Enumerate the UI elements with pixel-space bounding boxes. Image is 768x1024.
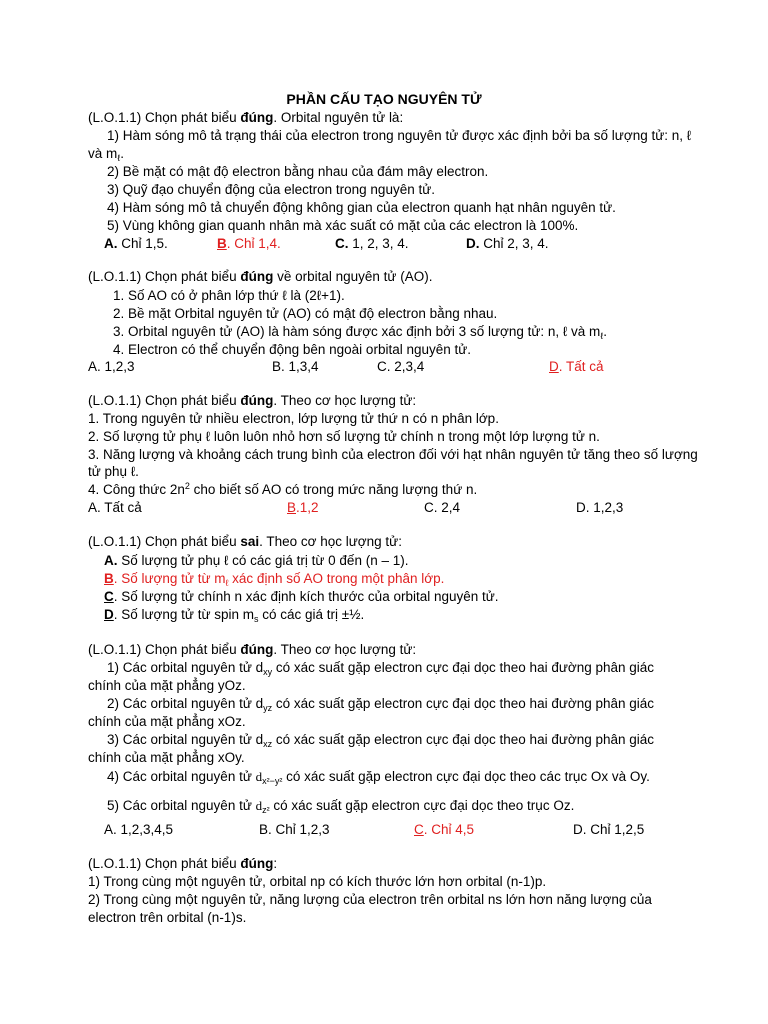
q3-option-d: D. 1,2,3 [576,500,624,515]
q3-statement-1: 1. Trong nguyên tử nhiều electron, lớp lượng tử thứ n có n phân lớp. [88,411,499,426]
q5-statement-3-cont: chính của mặt phẳng xOy. [88,750,245,765]
q2-option-a: A. 1,2,3 [88,359,135,374]
q3-option-a: A. Tất cả [88,500,142,515]
q1-statement-5: 5) Vùng không gian quanh nhân mà xác suất có mặt của các electron là 100%. [107,218,579,233]
q1-statement-1-cont: và $m_\ell$. [88,146,124,163]
q1-statement-2: 2) Bề mặt có mật độ electron bằng nhau của đám mây electron. [107,164,489,179]
q1-statement-3: 3) Quỹ đạo chuyển động của electron trong nguyên tử. [107,182,436,197]
q6-statement-2: 2) Trong cùng một nguyên tử, năng lượng của electron trên orbital ns lớn hơn năng lượng của [88,892,652,907]
q1-heading: (L.O.1.1) Chọn phát biểu đúng. Orbital nguyên tử là: [88,110,404,125]
q4-option-a: A. Số lượng tử phụ ℓ có các giá trị từ 0 đến (n – 1). [104,553,409,568]
q5-option-d: D. Chỉ 1,2,5 [573,822,645,837]
q5-statement-1: 1) Các orbital nguyên tử $d_{xy}$ có xác suất gặp electron cực đại dọc theo hai đường phân giác [107,660,655,677]
q4-option-d: D. Số lượng tử từ spin $m_s$ có các giá trị ±½. [104,607,365,624]
q2-option-c: C. 2,3,4 [377,359,425,374]
q5-statement-4: 4) Các orbital nguyên tử $d_{x^2-y^2}$ có xác suất gặp electron cực đại dọc theo các trục Ox và Oy. [107,769,650,786]
q2-statement-2: 2. Bề mặt Orbital nguyên tử (AO) có mật độ electron bằng nhau. [113,306,498,321]
page-title: PHẦN CẤU TẠO NGUYÊN TỬ [286,91,482,107]
q6-heading: (L.O.1.1) Chọn phát biểu đúng: [88,856,278,871]
q2-statement-3: 3. Orbital nguyên tử (AO) là hàm sóng được xác định bởi 3 số lượng tử: n, ℓ và $m_\ell$. [113,324,607,341]
q5-statement-1-cont: chính của mặt phẳng yOz. [88,678,246,693]
q4-option-c: C. Số lượng tử chính n xác định kích thước của orbital nguyên tử. [104,589,499,604]
q4-option-b-correct: B. Số lượng tử từ $m_\ell$ xác định số AO trong một phân lớp. [104,571,445,588]
q5-statement-5: 5) Các orbital nguyên tử $d_{z^2}$ có xác suất gặp electron cực đại dọc theo trục Oz. [107,798,575,815]
q1-option-c: C. 1, 2, 3, 4. [335,236,409,251]
q1-option-b-correct: B. Chỉ 1,4. [217,236,281,251]
q2-option-b: B. 1,3,4 [272,359,319,374]
q5-option-a: A. 1,2,3,4,5 [104,822,174,837]
q5-option-c-correct: C. Chỉ 4,5 [414,822,475,837]
q1-statement-1: 1) Hàm sóng mô tả trạng thái của electron trong nguyên tử được xác định bởi ba số lượng tử: n, ℓ [107,128,692,143]
q3-option-b-correct: B.1,2 [287,500,319,515]
q6-statement-1: 1) Trong cùng một nguyên tử, orbital np có kích thước lớn hơn orbital (n-1)p. [88,874,547,889]
q1-option-a: A. Chỉ 1,5. [104,236,168,251]
q3-statement-3: 3. Năng lượng và khoảng cách trung bình của electron đối với hạt nhân nguyên tử tăng theo số lượng [88,447,698,462]
q3-statement-3-cont: tử phụ ℓ. [88,464,139,479]
q4-heading: (L.O.1.1) Chọn phát biểu sai. Theo cơ học lượng tử: [88,534,402,549]
q3-statement-2: 2. Số lượng tử phụ ℓ luôn luôn nhỏ hơn số lượng tử chính n trong một lớp lượng tử n. [88,429,600,444]
q2-statement-4: 4. Electron có thể chuyển động bên ngoài orbital nguyên tử. [113,342,472,357]
q2-heading: (L.O.1.1) Chọn phát biểu đúng về orbital nguyên tử (AO). [88,269,433,284]
q1-option-d: D. Chỉ 2, 3, 4. [466,236,549,251]
q3-heading: (L.O.1.1) Chọn phát biểu đúng. Theo cơ học lượng tử: [88,393,417,408]
q5-option-b: B. Chỉ 1,2,3 [259,822,330,837]
q5-statement-2: 2) Các orbital nguyên tử $d_{yz}$ có xác suất gặp electron cực đại dọc theo hai đường phân giác [107,696,655,713]
q5-statement-3: 3) Các orbital nguyên tử $d_{xz}$ có xác suất gặp electron cực đại dọc theo hai đường phân giác [107,732,655,749]
q2-statement-1: 1. Số AO có ở phân lớp thứ ℓ là (2ℓ+1). [113,288,345,303]
q6-statement-2-cont: electron trên orbital (n-1)s. [88,910,247,925]
q3-statement-4: 4. Công thức $2n^2$ cho biết số AO có trong mức năng lượng thứ n. [88,481,478,497]
q3-option-c: C. 2,4 [424,500,461,515]
q1-statement-4: 4) Hàm sóng mô tả chuyển động không gian của electron quanh hạt nhân nguyên tử. [107,200,616,215]
q5-statement-2-cont: chính của mặt phẳng xOz. [88,714,246,729]
q2-option-d-correct: D. Tất cả [549,359,604,374]
q5-heading: (L.O.1.1) Chọn phát biểu đúng. Theo cơ học lượng tử: [88,642,417,657]
